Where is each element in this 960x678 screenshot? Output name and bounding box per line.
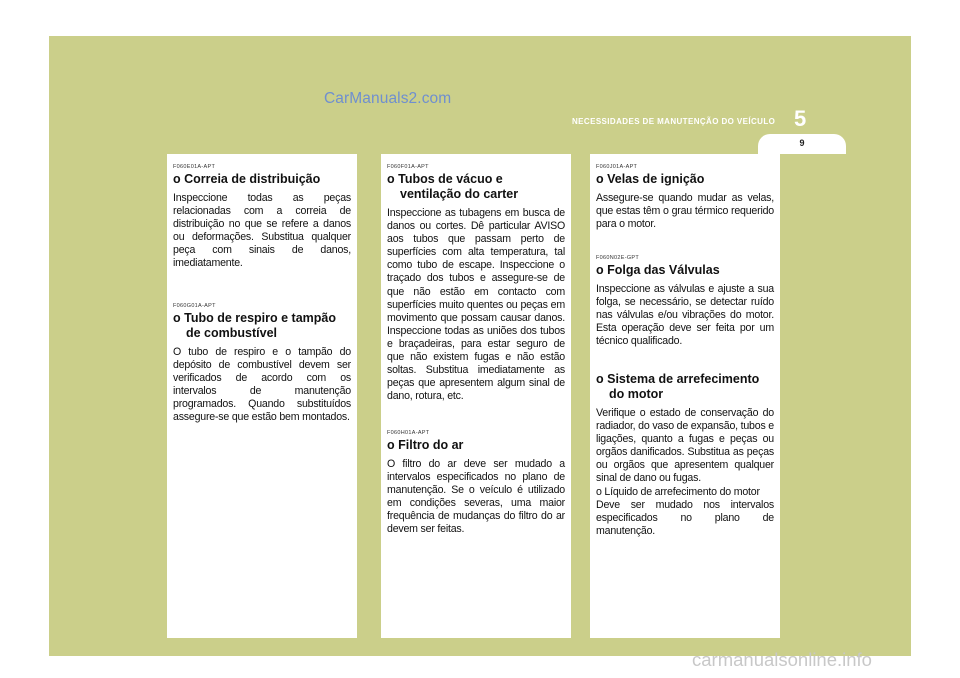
- section-code: F060J01A-APT: [596, 164, 638, 170]
- section-body: Inspeccione as válvulas e ajuste a sua folga, se necessário, se detectar ruído nas válvulas e/ou vibrações do motor. Esta operação deve ser feita por um técnico qualificado.: [596, 283, 774, 348]
- section-code: F060N02E-GPT: [596, 255, 640, 261]
- section-heading: o Tubos de vácuo e ventilação do carter: [387, 172, 519, 201]
- section-velas-ignicao: [596, 164, 774, 231]
- page-number: 9: [799, 138, 805, 148]
- section-body: O tubo de respiro e o tampão do depósito de combustível devem ser verificados de acordo com os intervalos de manutenção programados. Quando substituídos assegure-se que estão bem montados.: [173, 346, 351, 424]
- section-code: F060H01A-APT: [387, 430, 430, 436]
- section-body: [596, 407, 774, 538]
- section-tubo-respiro: [173, 303, 351, 425]
- page-number-tab: [758, 134, 846, 154]
- section-correia-distribuicao: [173, 164, 351, 271]
- section-heading: o Tubo de respiro e tampão de combustível: [173, 311, 336, 340]
- section-code: F060F01A-APT: [387, 164, 429, 170]
- section-body: O filtro do ar deve ser mudado a intervalos especificados no plano de manutenção. Se o veículo é utilizado em condições severas, uma maior frequência de mudanças do filtro do ar devem ser feitas.: [387, 458, 565, 536]
- section-heading: o Filtro do ar: [387, 438, 464, 452]
- section-folga-valvulas: [596, 255, 774, 348]
- body-paragraph: Deve ser mudado nos intervalos especificados no plano de manutenção.: [596, 498, 774, 537]
- section-heading: o Sistema de arrefecimento do motor: [596, 372, 760, 401]
- section-heading: o Velas de ignição: [596, 172, 705, 186]
- watermark-carmanualsonline: carmanualsonline.info: [692, 649, 872, 670]
- section-code: F060E01A-APT: [173, 164, 216, 170]
- section-title: NECESSIDADES DE MANUTENÇÃO DO VEÍCULO: [572, 117, 776, 126]
- section-filtro-ar: [387, 430, 565, 537]
- section-code: F060G01A-APT: [173, 303, 216, 309]
- section-sistema-arrefecimento: [596, 372, 774, 538]
- body-subitem: o Líquido de arrefecimento do motor: [596, 485, 760, 498]
- section-body: Inspeccione as tubagens em busca de danos ou cortes. Dê particular AVISO aos tubos que passam perto de superfícies com alta temperatura, tal como tubo de escape. Inspeccione o traçado dos tubos e assegure-se de que não estão em contacto com superfícies muito quentes ou peças em movimento que possam causar danos. Inspeccione todas as uniões dos tubos e braçadeiras, para estar seguro de que não existem fugas e não estão soltas. Substitua imediatamente as peças que apresentem algum sinal de dano, rotura, etc.: [387, 207, 565, 403]
- watermark-carmanuals2: CarManuals2.com: [324, 90, 452, 107]
- section-heading: o Correia de distribuição: [173, 172, 321, 186]
- section-heading: o Folga das Válvulas: [596, 263, 720, 277]
- section-tubos-vacuo: [387, 164, 565, 403]
- section-body: Assegure-se quando mudar as velas, que estas têm o grau térmico requerido para o motor.: [596, 192, 774, 231]
- section-number: 5: [794, 106, 807, 131]
- body-paragraph: Verifique o estado de conservação do radiador, do vaso de expansão, tubos e ligações, quanto a fugas e peças ou orgãos danificados. Substitua as peças ou orgãos que apresentem qualquer sinal de dano ou fugas.: [596, 407, 774, 485]
- section-body: Inspeccione todas as peças relacionadas com a correia de distribuição no que se refere a danos ou deformações. Substitua qualquer peça com sinais de danos, imediatamente.: [173, 192, 351, 270]
- text-column-2: [381, 154, 571, 638]
- text-column-1: [167, 154, 357, 638]
- text-column-3: [590, 154, 780, 638]
